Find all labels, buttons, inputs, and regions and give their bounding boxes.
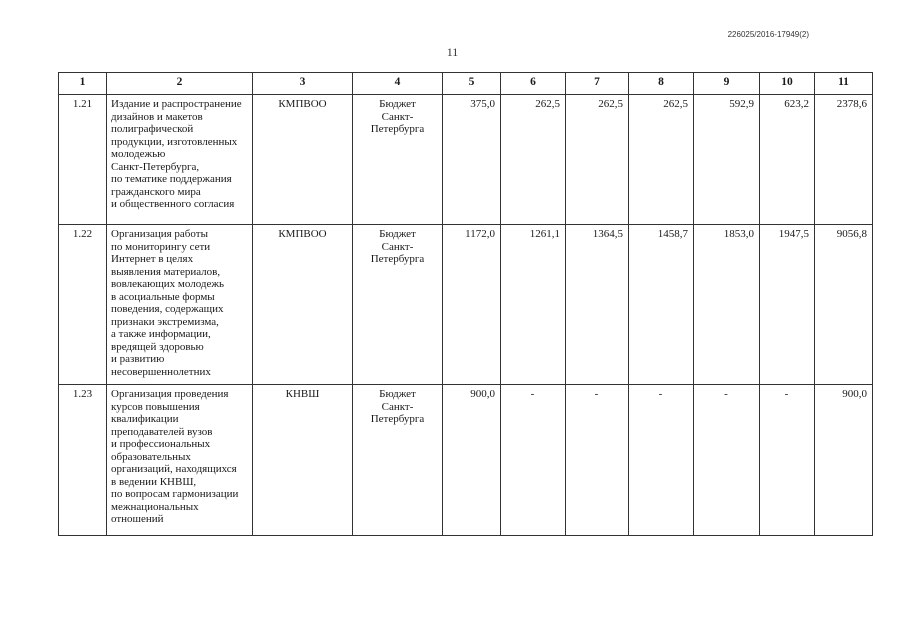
program-table — [58, 72, 873, 536]
table-row — [59, 385, 873, 536]
row-number: 1.22 — [59, 225, 107, 385]
row-value: 592,9 — [694, 95, 760, 225]
row-description: Организация проведения курсов повышения квалификации преподавателей вузов и профессиональных образовательных организаций, находящихся в ведении КНВШ, по вопросам гармонизации межнациональных отношений — [107, 385, 253, 536]
row-value: 262,5 — [566, 95, 629, 225]
row-value: - — [629, 385, 694, 536]
page-number: 11 — [446, 45, 459, 59]
row-value: - — [760, 385, 815, 536]
row-value: - — [501, 385, 566, 536]
row-value: 1947,5 — [760, 225, 815, 385]
row-total: 2378,6 — [815, 95, 873, 225]
column-header: 3 — [253, 73, 353, 95]
table-row — [59, 225, 873, 385]
row-value: - — [694, 385, 760, 536]
row-number: 1.21 — [59, 95, 107, 225]
row-funding-source: Бюджет Санкт- Петербурга — [353, 385, 443, 536]
row-total: 900,0 — [815, 385, 873, 536]
column-header: 4 — [353, 73, 443, 95]
column-header: 6 — [501, 73, 566, 95]
column-header: 9 — [694, 73, 760, 95]
column-header: 2 — [107, 73, 253, 95]
row-value: 1261,1 — [501, 225, 566, 385]
row-description: Издание и распространение дизайнов и макетов полиграфической продукции, изготовленных молодежью Санкт-Петербурга, по тематике поддержания гражданского мира и общественного согласия — [107, 95, 253, 225]
row-funding-source: Бюджет Санкт- Петербурга — [353, 95, 443, 225]
row-value: 1172,0 — [443, 225, 501, 385]
row-executor: КНВШ — [253, 385, 353, 536]
row-total: 9056,8 — [815, 225, 873, 385]
row-value: 900,0 — [443, 385, 501, 536]
column-header: 10 — [760, 73, 815, 95]
row-value: 262,5 — [629, 95, 694, 225]
row-value: 375,0 — [443, 95, 501, 225]
document-id: 226025/2016-17949(2) — [727, 30, 809, 39]
column-header: 7 — [566, 73, 629, 95]
row-value: 1458,7 — [629, 225, 694, 385]
row-funding-source: Бюджет Санкт- Петербурга — [353, 225, 443, 385]
row-number: 1.23 — [59, 385, 107, 536]
row-executor: КМПВОО — [253, 225, 353, 385]
row-value: 1364,5 — [566, 225, 629, 385]
column-header: 1 — [59, 73, 107, 95]
row-description: Организация работы по мониторингу сети Интернет в целях выявления материалов, вовлекающих молодежь в асоциальные формы поведения, содержащих признаки экстремизма, а также информации, вредящей здоровью и развитию несовершеннолетних — [107, 225, 253, 385]
row-executor: КМПВОО — [253, 95, 353, 225]
column-header: 8 — [629, 73, 694, 95]
row-value: 623,2 — [760, 95, 815, 225]
row-value: 262,5 — [501, 95, 566, 225]
column-header: 11 — [815, 73, 873, 95]
header-row — [59, 73, 873, 95]
column-header: 5 — [443, 73, 501, 95]
row-value: - — [566, 385, 629, 536]
row-value: 1853,0 — [694, 225, 760, 385]
table-row — [59, 95, 873, 225]
